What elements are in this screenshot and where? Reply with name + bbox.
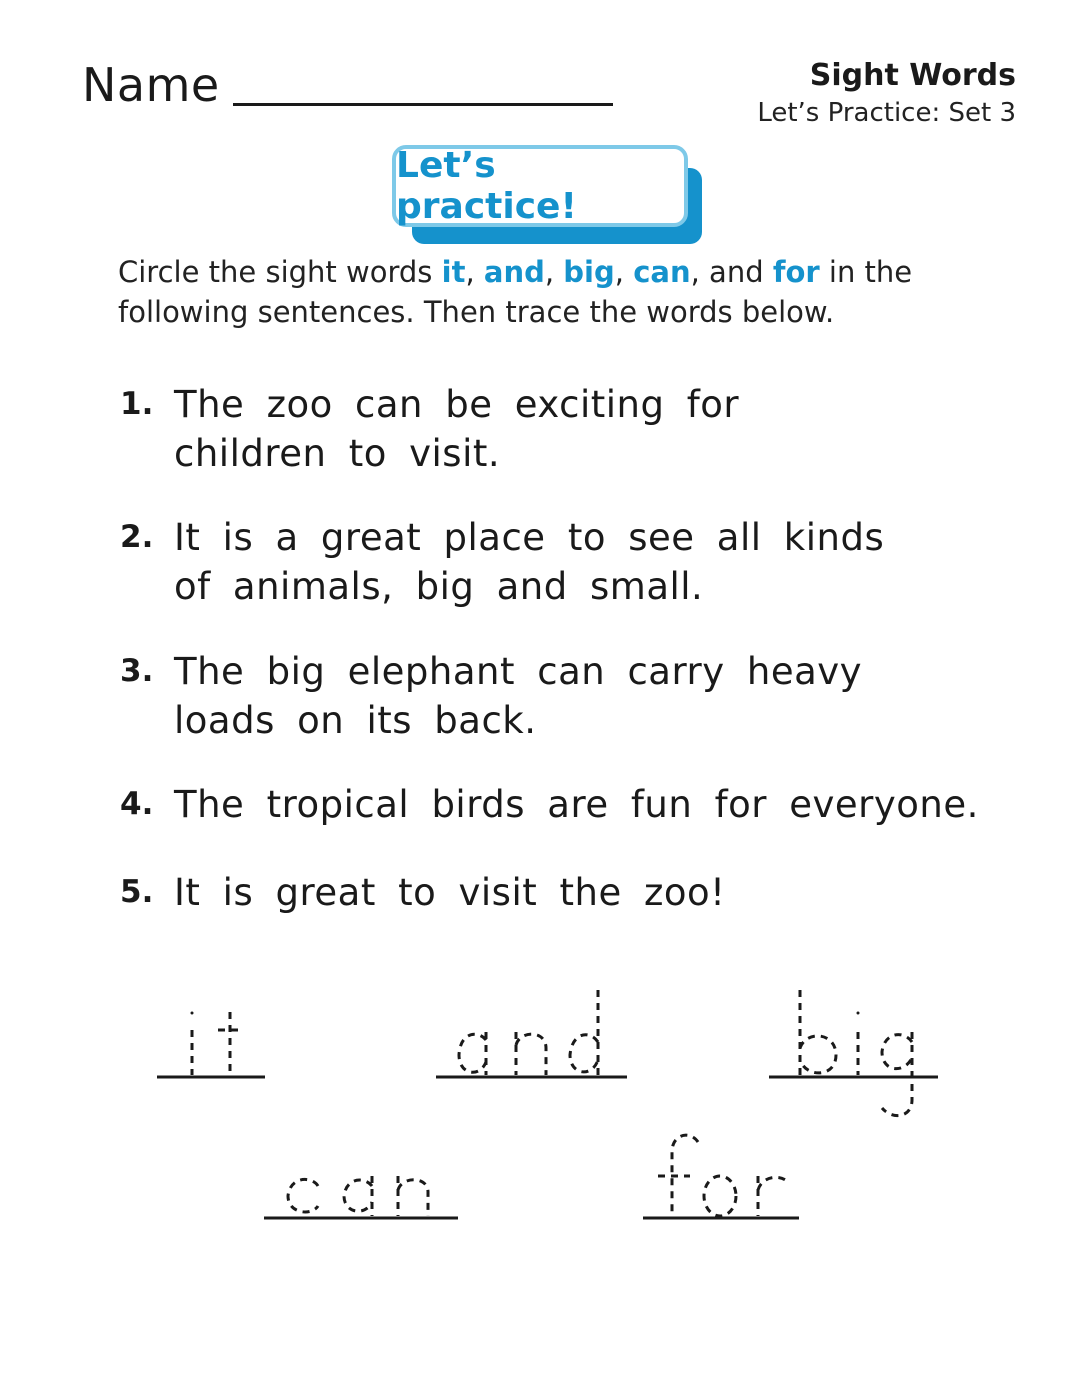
sentence-text[interactable]: It is a great place to see all kinds of animals, big and small. xyxy=(174,516,885,608)
worksheet-subtitle: Let’s Practice: Set 3 xyxy=(757,98,1016,128)
sentence-number: 4. xyxy=(120,786,154,822)
trace-word-for[interactable] xyxy=(658,1135,788,1216)
trace-word-can[interactable] xyxy=(288,1176,428,1216)
sentence-text[interactable]: The zoo can be exciting for children to visit. xyxy=(174,383,740,475)
sentence-number: 1. xyxy=(120,386,154,422)
instructions-separator: , xyxy=(544,255,564,289)
sight-word-and: and xyxy=(483,255,545,289)
trace-word-big[interactable] xyxy=(800,990,912,1116)
trace-word-and[interactable] xyxy=(459,990,598,1075)
instructions-separator: , xyxy=(614,255,634,289)
sight-word-it: it xyxy=(441,255,466,289)
sight-word-for: for xyxy=(772,255,820,289)
sentence-number: 5. xyxy=(120,874,154,910)
sentence-text[interactable]: The tropical birds are fun for everyone. xyxy=(174,783,979,826)
instructions-text: Circle the sight words xyxy=(118,255,442,289)
trace-baselines xyxy=(157,1077,938,1218)
trace-word-it[interactable] xyxy=(191,1012,244,1076)
badge-label: Let’s practice! xyxy=(396,145,577,227)
sight-word-can: can xyxy=(633,255,691,289)
sentence-number: 2. xyxy=(120,519,154,555)
name-label: Name xyxy=(82,58,220,112)
instructions-text: in the following sentences. Then trace the words below. xyxy=(118,255,913,329)
sentence-text[interactable]: It is great to visit the zoo! xyxy=(174,871,726,914)
instructions-separator: , xyxy=(465,255,484,289)
sight-word-big: big xyxy=(563,255,615,289)
instructions-separator: , and xyxy=(690,255,773,289)
sentence-number: 3. xyxy=(120,653,154,689)
sentence-text[interactable]: The big elephant can carry heavy loads on its back. xyxy=(174,650,863,742)
worksheet-title: Sight Words xyxy=(809,58,1016,93)
